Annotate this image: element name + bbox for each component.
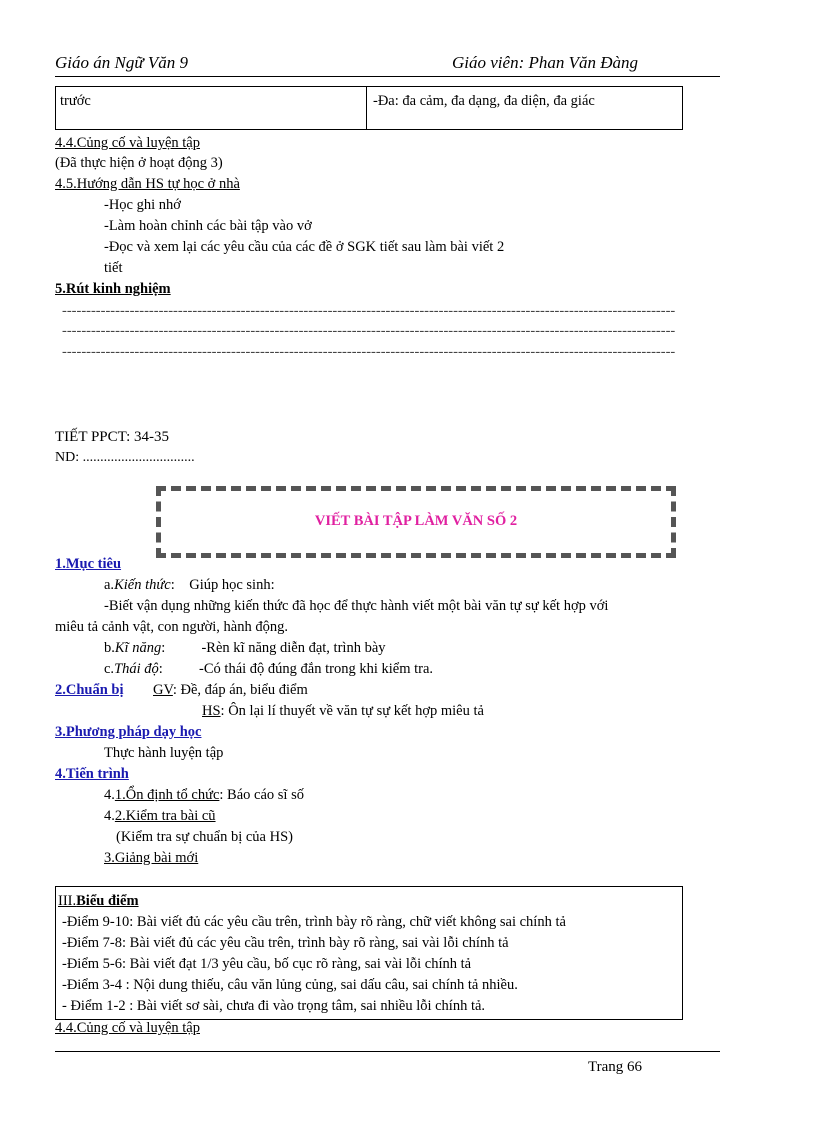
hs-label: HS [202,703,221,719]
section-44b-title: 4.4.Củng cố và luyện tập [55,1020,200,1036]
muc-tieu-b [104,641,386,656]
top-table [55,86,683,130]
list-item: -Điểm 9-10: Bài viết đủ các yêu cầu trên, trình bày rõ ràng, chữ viết không sai chính tả [62,914,566,930]
heading-prefix: III. [58,893,77,909]
section-5-title: 5.Rút kinh nghiệm [55,281,171,297]
muc-tieu-heading: 1.Mục tiêu [55,556,122,572]
heading-bold: Biểu điểm [76,893,139,909]
gv-label: GV [153,682,173,698]
muc-tieu-a-line1: -Biết vận dụng những kiến thức đã học để thực hành viết một bài văn tự sự kết hợp với [104,598,609,614]
chuan-bi-hs [202,704,484,719]
item-prefix: 4. [104,787,115,803]
bieu-diem-heading [58,894,139,909]
list-item: -Đọc và xem lại các yêu cầu của các đề ở SGK tiết sau làm bài viết 2 [104,239,505,255]
list-item: -Học ghi nhớ [104,197,181,213]
item-prefix: 4. [104,808,115,824]
hs-text: : Ôn lại lí thuyết về văn tự sự kết hợp miêu tả [220,703,484,719]
dash-line: ------------------------------------------------------------------------------------------------------------------------------- [62,304,676,319]
table-divider [366,87,367,129]
list-item: - Điểm 1-2 : Bài viết sơ sài, chưa đi vào trọng tâm, sai nhiều lỗi chính tả. [62,998,486,1014]
a-text: : Giúp học sinh: [170,577,275,593]
c-text: : -Có thái độ đúng đắn trong khi kiểm tra. [158,661,434,677]
lesson-ppct: TIẾT PPCT: 34-35 [55,429,169,445]
dash-line: ------------------------------------------------------------------------------------------------------------------------------- [62,345,676,360]
list-item: -Điểm 5-6: Bài viết đạt 1/3 yêu cầu, bố cục rõ ràng, sai vài lỗi chính tả [62,956,472,972]
table-right-cell: -Đa: đa cảm, đa dạng, đa diện, đa giác [373,93,595,109]
tien-trinh-heading: 4.Tiến trình [55,766,129,782]
header-rule [55,76,720,77]
page-title: VIẾT BÀI TẬP LÀM VĂN SỐ 2 [314,513,518,529]
tien-trinh-item-1 [104,788,304,803]
on-dinh-link: 1.Ổn định tổ chức [114,787,220,803]
header-left: Giáo án Ngữ Văn 9 [55,53,188,72]
muc-tieu-a-line2: miêu tả cảnh vật, con người, hành động. [55,619,288,635]
dash-line: ------------------------------------------------------------------------------------------------------------------------------- [62,324,676,339]
tien-trinh-note: (Kiểm tra sự chuẩn bị của HS) [116,829,293,845]
chuan-bi-heading: 2.Chuẩn bị [55,682,124,698]
phuong-phap-text: Thực hành luyện tập [104,745,224,761]
footer-rule [55,1051,720,1052]
table-left-cell: trước [60,93,91,109]
lesson-nd: ND: ................................ [55,450,195,465]
section-45-title: 4.5.Hướng dẫn HS tự học ở nhà [55,176,240,192]
giang-bai-moi: 3.Giảng bài mới [104,850,199,866]
a-label: a. [104,577,115,593]
list-item: -Điểm 3-4 : Nội dung thiếu, câu văn lủng củng, sai dấu câu, sai chính tả nhiều. [62,977,518,993]
gv-text: : Đề, đáp án, biểu điểm [172,682,308,698]
c-label: c. [104,661,115,677]
item-rest: : Báo cáo sĩ số [219,787,304,803]
section-44-note: (Đã thực hiện ở hoạt động 3) [55,155,223,171]
tien-trinh-item-2 [104,809,216,824]
section-44-title: 4.4.Củng cố và luyện tập [55,135,200,151]
list-item: tiết [104,260,123,276]
muc-tieu-a [104,578,275,593]
muc-tieu-c [104,662,433,677]
header-right: Giáo viên: Phan Văn Đàng [452,53,639,72]
a-term: Kiến thức [114,577,171,593]
phuong-phap-heading: 3.Phương pháp dạy học [55,724,202,740]
b-label: b. [104,640,115,656]
chuan-bi-gv [153,683,308,698]
kiem-tra-link: 2.Kiểm tra bài cũ [114,808,216,824]
bieu-diem-box [55,886,683,1020]
list-item: -Làm hoàn chỉnh các bài tập vào vở [104,218,312,234]
b-text: : -Rèn kĩ năng diễn đạt, trình bày [161,640,386,656]
c-term: Thái độ [114,661,159,677]
list-item: -Điểm 7-8: Bài viết đủ các yêu cầu trên, trình bày rõ ràng, sai vài lỗi chính tả [62,935,509,951]
title-box [156,486,676,558]
page-number: Trang 66 [588,1059,643,1075]
b-term: Kĩ năng [114,640,162,656]
